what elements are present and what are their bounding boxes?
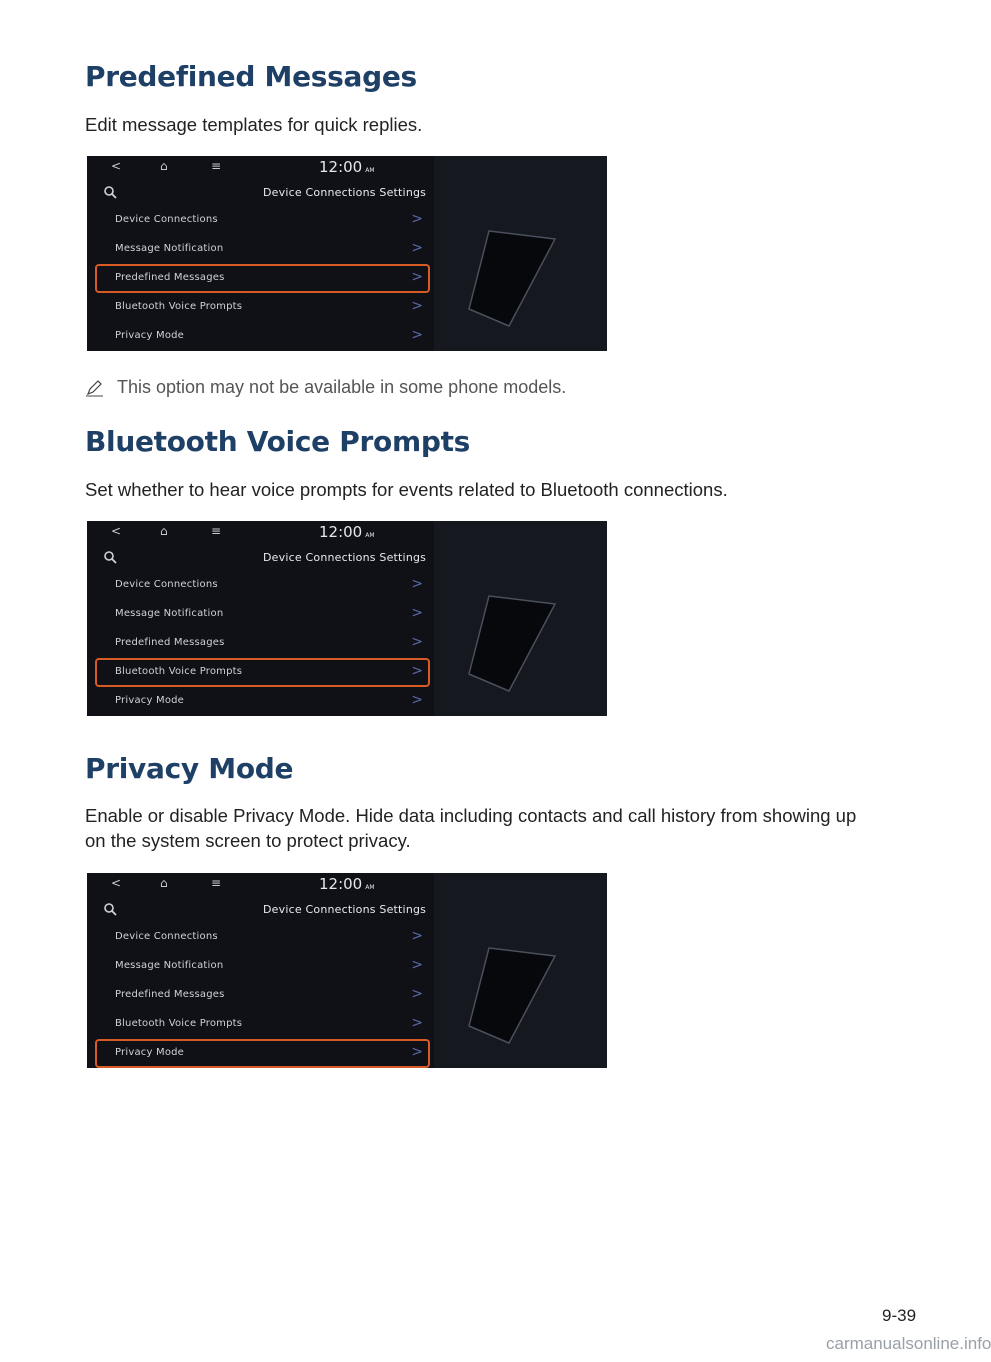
menu-item-device-connections[interactable]: Device Connections > xyxy=(115,576,423,592)
chevron-right-icon: > xyxy=(411,576,423,592)
chevron-right-icon: > xyxy=(411,298,423,314)
pencil-note-icon xyxy=(85,378,105,398)
settings-menu xyxy=(95,923,430,1068)
search-icon[interactable] xyxy=(103,902,117,916)
chevron-right-icon: > xyxy=(411,986,423,1002)
menu-item-privacy-mode[interactable]: Privacy Mode > xyxy=(115,692,423,708)
menu-icon[interactable]: ≡ xyxy=(211,876,222,890)
menu-icon[interactable]: ≡ xyxy=(211,159,222,173)
clock: 12:00 AM xyxy=(319,158,375,176)
car-screen-1 xyxy=(87,156,607,351)
watermark: carmanualsonline.info xyxy=(826,1334,991,1353)
back-icon[interactable]: < xyxy=(111,524,122,538)
menu-icon[interactable]: ≡ xyxy=(211,524,222,538)
chevron-right-icon: > xyxy=(411,605,423,621)
phone-illustration xyxy=(460,943,560,1043)
menu-item-message-notification[interactable]: Message Notification > xyxy=(115,605,423,621)
screen-title: Device Connections Settings xyxy=(263,186,427,199)
chevron-right-icon: > xyxy=(411,957,423,973)
menu-item-message-notification[interactable]: Message Notification > xyxy=(115,240,423,256)
menu-item-message-notification[interactable]: Message Notification > xyxy=(115,957,423,973)
menu-item-predefined-messages[interactable]: Predefined Messages > xyxy=(115,986,423,1002)
home-icon[interactable]: ⌂ xyxy=(160,524,168,538)
chevron-right-icon: > xyxy=(411,240,423,256)
screen-title: Device Connections Settings xyxy=(263,551,427,564)
settings-menu xyxy=(95,571,430,716)
chevron-right-icon: > xyxy=(411,269,423,285)
car-screen-3 xyxy=(87,873,607,1068)
back-icon[interactable]: < xyxy=(111,876,122,890)
section-description: Enable or disable Privacy Mode. Hide data including contacts and call history from showing up on the system screen to protect privacy. xyxy=(85,805,857,851)
menu-item-device-connections[interactable]: Device Connections > xyxy=(115,928,423,944)
chevron-right-icon: > xyxy=(411,663,423,679)
chevron-right-icon: > xyxy=(411,928,423,944)
section-heading-bluetooth-voice-prompts: Bluetooth Voice Prompts xyxy=(85,425,471,458)
chevron-right-icon: > xyxy=(411,692,423,708)
menu-item-predefined-messages[interactable]: Predefined Messages > xyxy=(95,264,430,293)
chevron-right-icon: > xyxy=(411,327,423,343)
search-icon[interactable] xyxy=(103,185,117,199)
page-number: 9-39 xyxy=(882,1306,917,1325)
chevron-right-icon: > xyxy=(411,1044,423,1060)
section-heading-privacy-mode: Privacy Mode xyxy=(85,752,294,785)
chevron-right-icon: > xyxy=(411,1015,423,1031)
menu-item-bluetooth-voice-prompts[interactable]: Bluetooth Voice Prompts > xyxy=(95,658,430,687)
chevron-right-icon: > xyxy=(411,634,423,650)
menu-item-bluetooth-voice-prompts[interactable]: Bluetooth Voice Prompts > xyxy=(115,1015,423,1031)
phone-illustration xyxy=(460,591,560,691)
car-screen-2 xyxy=(87,521,607,716)
clock: 12:00 AM xyxy=(319,523,375,541)
phone-illustration xyxy=(460,226,560,326)
section-description: Edit message templates for quick replies. xyxy=(85,114,423,135)
menu-item-privacy-mode[interactable]: Privacy Mode > xyxy=(95,1039,430,1068)
section-heading-predefined-messages: Predefined Messages xyxy=(85,60,417,93)
search-icon[interactable] xyxy=(103,550,117,564)
chevron-right-icon: > xyxy=(411,211,423,227)
note xyxy=(85,377,566,398)
note-text: This option may not be available in some phone models. xyxy=(117,377,567,397)
screen-title: Device Connections Settings xyxy=(263,903,427,916)
menu-item-privacy-mode[interactable]: Privacy Mode > xyxy=(115,327,423,343)
clock: 12:00 AM xyxy=(319,875,375,893)
section-description: Set whether to hear voice prompts for events related to Bluetooth connections. xyxy=(85,479,728,500)
menu-item-device-connections[interactable]: Device Connections > xyxy=(115,211,423,227)
back-icon[interactable]: < xyxy=(111,159,122,173)
menu-item-bluetooth-voice-prompts[interactable]: Bluetooth Voice Prompts > xyxy=(115,298,423,314)
home-icon[interactable]: ⌂ xyxy=(160,876,168,890)
home-icon[interactable]: ⌂ xyxy=(160,159,168,173)
menu-item-predefined-messages[interactable]: Predefined Messages > xyxy=(115,634,423,650)
settings-menu xyxy=(95,206,430,351)
